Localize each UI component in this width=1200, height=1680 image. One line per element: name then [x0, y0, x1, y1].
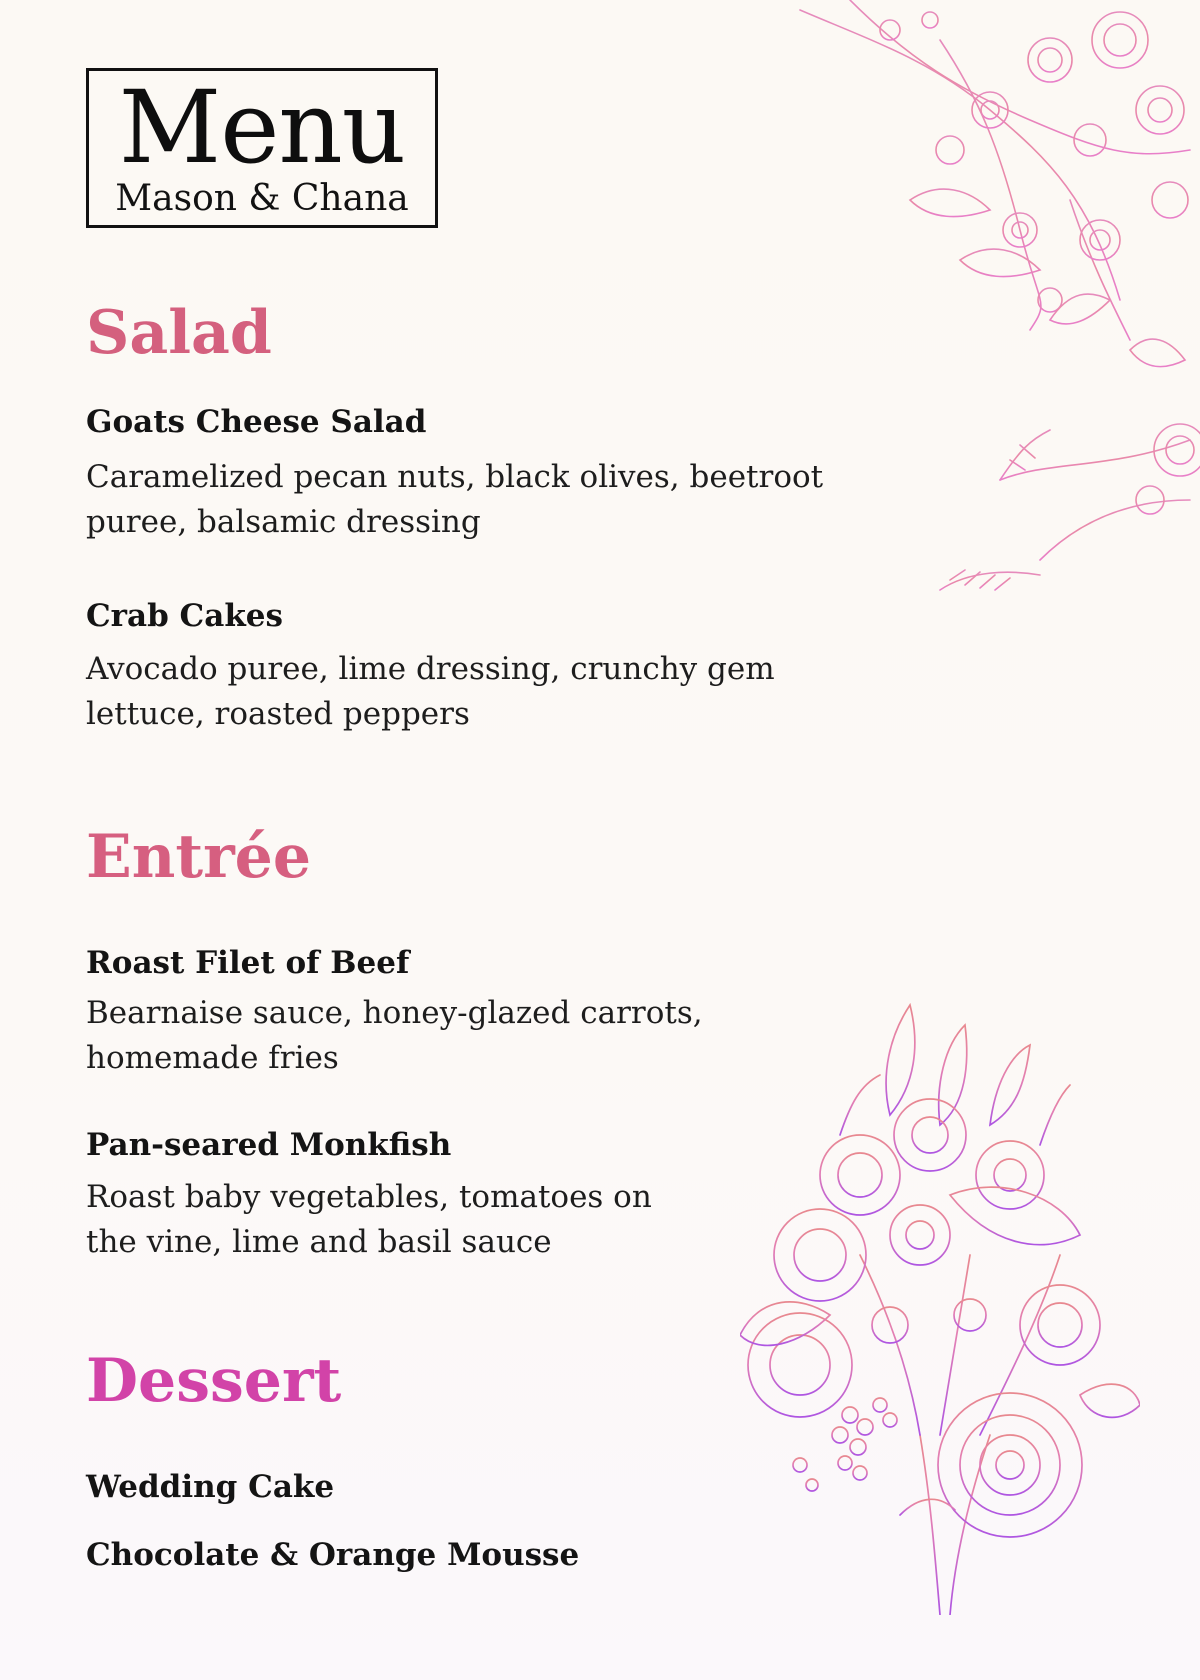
section-title-salad: Salad — [86, 298, 272, 368]
dish-description-line: the vine, lime and basil sauce — [86, 1224, 552, 1260]
dish-description-line: Caramelized pecan nuts, black olives, beetroot — [86, 459, 824, 495]
menu-title-box — [86, 68, 438, 228]
dish-description — [86, 1175, 886, 1265]
floral-bouquet-icon — [740, 995, 1140, 1615]
dish-name: Wedding Cake — [86, 1469, 335, 1505]
dish-description — [86, 455, 886, 545]
dish-name: Pan-seared Monkfish — [86, 1127, 452, 1163]
dish-description-line: Roast baby vegetables, tomatoes on — [86, 1179, 652, 1215]
dish-name: Goats Cheese Salad — [86, 404, 427, 440]
section-title-entree: Entrée — [86, 822, 312, 892]
dish-description-line: Bearnaise sauce, honey-glazed carrots, — [86, 995, 703, 1031]
dish-name: Roast Filet of Beef — [86, 945, 410, 981]
dish-description — [86, 991, 886, 1081]
dish-name: Chocolate & Orange Mousse — [86, 1537, 580, 1573]
dish-name: Crab Cakes — [86, 598, 283, 634]
dish-description-line: homemade fries — [86, 1040, 339, 1076]
dish-description-line: Avocado puree, lime dressing, crunchy gem — [86, 651, 775, 687]
dish-description-line: puree, balsamic dressing — [86, 504, 481, 540]
couple-names: Mason & Chana — [115, 178, 409, 219]
dish-description-line: lettuce, roasted peppers — [86, 696, 470, 732]
section-title-dessert: Dessert — [86, 1346, 342, 1416]
dish-description — [86, 647, 886, 737]
menu-title: Menu — [118, 69, 406, 186]
